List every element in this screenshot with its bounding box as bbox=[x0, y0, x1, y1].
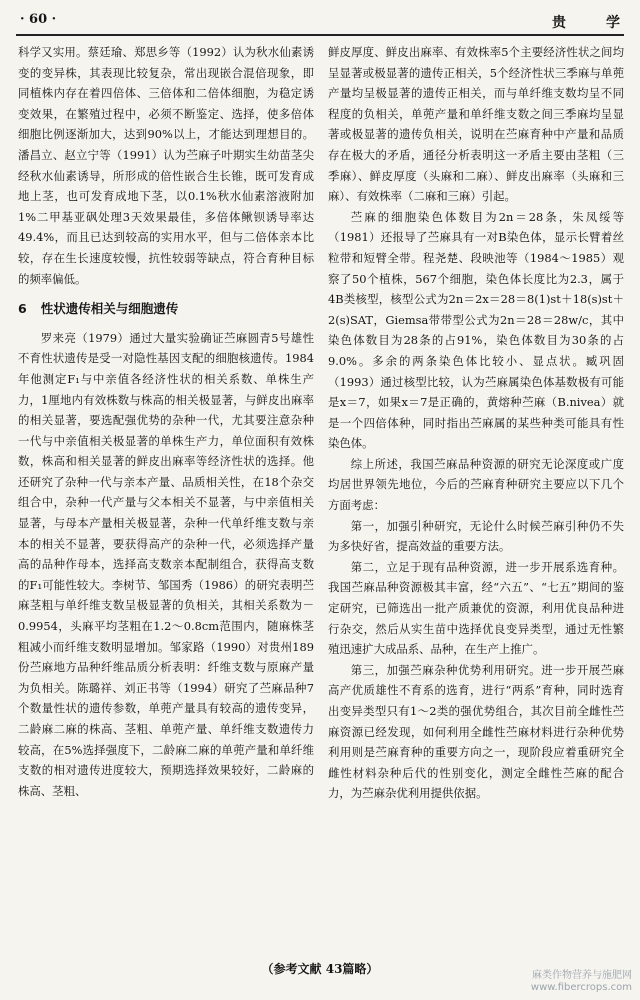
page-header bbox=[16, 10, 624, 36]
left-paragraph-2: 罗来亮（1979）通过大量实验确证苎麻圆青5号雄性不育性状遗传是受一对隐性基因支配的细胞核遗传。1984年他测定F₁与中亲值各经济性状的相关系数、单株生产力，1厘地内有效株数与株高的相关极显著，与鲜皮出麻率的相关显著，要选配强优势的杂种一代，尤其要注意杂种一代与中亲值相关极显著的单株生产力，单位面积有效株数，株高和相关显著的鲜皮出麻率等经济性状的选择。他还研究了杂种一代与亲本产量、品质相关性，在18个杂交组合中，杂种一代产量与父本相关不显著，与中亲值相关显著，与母本产量相关极显著，杂种一代单纤维支数与亲本的相关不显著，要获得高产的杂种一代，必须选择产量高的品种作母本，选择高支数亲本配制组合，获得高支数的F₁可能性较大。李树节、邹国秀（1986）的研究表明苎麻茎粗与单纤维支数呈极显著的负相关，其相关系数为－0.9954，头麻平均茎粗在1.2～0.8cm范围内，随麻株茎粗减小而纤维支数明显增加。邹家路（1990）对贵州189份苎麻地方品种纤维品质分析表明：纤维支数与原麻产量为负相关。陈璐祥、刘正书等（1994）研究了苎麻品种7个数量性状的遗传参数，单蔸产量具有较高的遗传变异，二龄麻二麻的株高、茎粗、单蔸产量、单纤维支数遗传力较高，在5%选择强度下，二龄麻二麻的单蔸产量和单纤维支数的相对遗传进度较大，预期选择效果较好，二龄麻的株高、茎粗、 bbox=[18, 330, 314, 798]
left-column bbox=[18, 42, 314, 942]
watermark-line-1: 麻类作物营养与施肥网 bbox=[532, 970, 632, 981]
left-paragraph-1: 科学又实用。蔡廷瑜、郑思乡等（1992）认为秋水仙素诱变的变异株，其表现比较复杂，常出现嵌合混倍现象，即同植株内存在着四倍体、三倍体和二倍体细胞，为稳定诱变效果，在繁殖过程中，必须不断鉴定、选择，使多倍体细胞比例逐渐加大，达到90%以上，才能达到理想目的。潘昌立、赵立宁等（1991）认为苎麻子叶期实生幼苗茎尖经秋水仙素诱导，所形成的倍性嵌合生长锥，既可发育成地上茎，也可发育成地下茎，以0.1%秋水仙素溶液附加1%二甲基亚砜处理3天效果最佳，多倍体鳅钡诱导率达49.4%，而且已达到较高的实用水平，但与二倍体亲本比较，存在生长速度较慢，抗性较弱等缺点，符合育种目标的频率偏低。 bbox=[18, 45, 314, 286]
right-paragraph-6: 第三，加强苎麻杂种优势利用研究。进一步开展苎麻高产优质雄性不育系的选育，进行“两系”育种，同时选育出变异类型只有1～2类的强优势组合，其次目前全雌性苎麻资源已经发现，如何利用全雌性苎麻材料进行杂种优势利用则是苎麻育种的重要方向之一，现阶段应着重研究全雌性材料杂种后代的性别变化，测定全雌性苎麻的配合力，为苎麻杂优利用提供依据。 bbox=[328, 662, 624, 801]
right-paragraph-3: 综上所述，我国苎麻品种资源的研究无论深度或广度均居世界领先地位，今后的苎麻育种研究主要应以下几个方面考虑： bbox=[328, 456, 624, 513]
journal-title bbox=[512, 12, 620, 32]
section-heading bbox=[18, 299, 314, 320]
right-paragraph-4: 第一，加强引种研究，无论什么时候苎麻引种仍不失为多快好省，提高效益的重要方法。 bbox=[328, 518, 624, 554]
page-number: · 60 · bbox=[20, 12, 57, 27]
journal-title-char-2: 学 bbox=[606, 15, 620, 31]
watermark-line-2: www.fibercrops.com bbox=[530, 982, 632, 993]
references-note: （参考文献 43篇略） bbox=[261, 962, 379, 976]
right-column bbox=[328, 42, 624, 942]
section-title: 性状遗传相关与细胞遗传 bbox=[40, 301, 179, 317]
right-paragraph-1: 鲜皮厚度、鲜皮出麻率、有效株率5个主要经济性状之间均呈显著或极显著的遗传正相关，5个经济性状三季麻与单蔸产量均呈极显著的遗传正相关，而与单纤维支数均呈不同程度的负相关，单蔸产量和单纤维支数之间三季麻均呈显著或极显著的遗传负相关，说明在苎麻育种中产量和品质存在极大的矛盾，通径分析表明这一矛盾主要由茎粗（三季麻）、鲜皮厚度（头麻和二麻）、鲜皮出麻率（头麻和三麻）、有效株率（二麻和三麻）引起。 bbox=[328, 45, 624, 204]
section-number: 6 bbox=[18, 301, 27, 317]
right-paragraph-5: 第二，立足于现有品种资源，进一步开展系选育种。我国苎麻品种资源极其丰富，经“六五”、“七五”期间的鉴定研究，已筛选出一批产质兼优的资源，利用优良品种进行杂交，然后从实生苗中选择优良变异类型，通过无性繁殖迅速扩大成品系、品种，在生产上推广。 bbox=[328, 559, 624, 657]
watermark bbox=[531, 970, 632, 994]
right-paragraph-2: 苎麻的细胞染色体数目为2n＝28条，朱凤绥等（1981）还报导了苎麻具有一对B染色体，显示长臂着丝粒带和短臂全带。程尧楚、段映池等（1984～1985）观察了50个植株，567个细胞，染色体长度比为2.3，属于4B类核型，核型公式为2n＝2x＝28＝8(1)st＋18(s)st＋2(s)SAT，Giemsa带带型公式为2n＝28＝28w/c，其中染色体数目为28条的占91%，染色体数目为30条的占9.0%。多余的两条染色体比较小、显点状。臧巩固（1993）通过核型比较，认为苎麻属染色体基数极有可能是x＝7，如果x＝7是正确的，黄熔种苎麻（B.nivea）就是一个四倍体种，同时指出苎麻属的某些种类可能具有性染色体。 bbox=[328, 209, 624, 451]
journal-title-char-1: 贵 bbox=[552, 15, 566, 31]
